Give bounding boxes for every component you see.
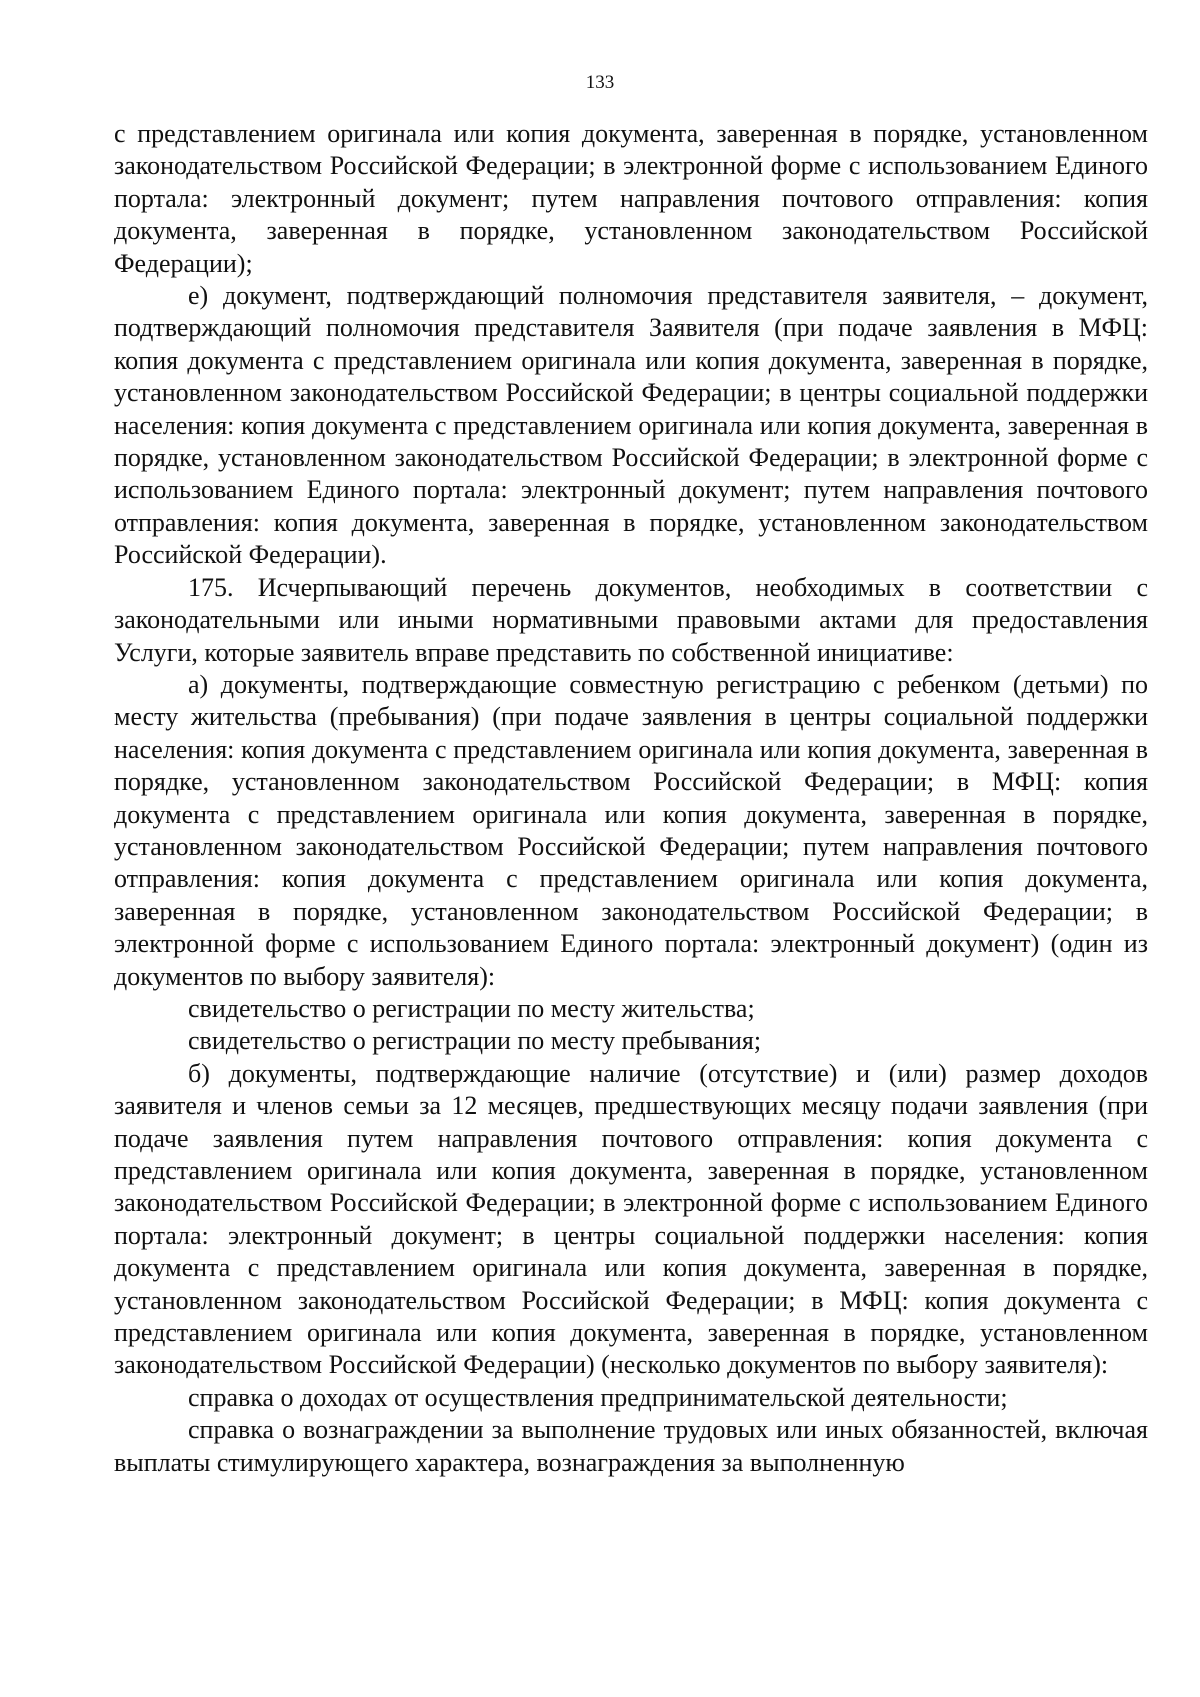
paragraph-continuation: с представлением оригинала или копия документа, заверенная в порядке, установленном законодательством Российской Федерации; в электронной форме с использованием Единого портала: электронный документ; путем направления почтового отправления: копия документа, заверенная в порядке, установленном законодательством Российской Федерации); [114,119,1148,278]
document-body [114,118,1148,1479]
paragraph-item-a: а) документы, подтверждающие совместную регистрацию с ребенком (детьми) по месту жительства (пребывания) (при подаче заявления в центры социальной поддержки населения: копия документа с представлением оригинала или копия документа, заверенная в порядке, установленном законодательством Российской Федерации; в МФЦ: копия документа с представлением оригинала или копия документа, заверенная в порядке, установленном законодательством Российской Федерации; путем направления почтового отправления: копия документа с представлением оригинала или копия документа, заверенная в порядке, установленном законодательством Российской Федерации; в электронной форме с использованием Единого портала: электронный документ) (один из документов по выбору заявителя): [114,669,1148,991]
list-item-business-income: справка о доходах от осуществления предпринимательской деятельности; [188,1382,1008,1412]
paragraph-item-e: е) документ, подтверждающий полномочия представителя заявителя, – документ, подтверждающий полномочия представителя Заявителя (при подаче заявления в МФЦ: копия документа с представлением оригинала или копия документа, заверенная в порядке, установленном законодательством Российской Федерации; в центры социальной поддержки населения: копия документа с представлением оригинала или копия документа, заверенная в порядке, установленном законодательством Российской Федерации; в электронной форме с использованием Единого портала: электронный документ; путем направления почтового отправления: копия документа, заверенная в порядке, установленном законодательством Российской Федерации). [114,281,1148,570]
list-item-registration-stay: свидетельство о регистрации по месту пребывания; [188,1026,762,1056]
paragraph-175: 175. Исчерпывающий перечень документов, необходимых в соответствии с законодательными или иными нормативными правовыми актами для предоставления Услуги, которые заявитель вправе представить по собственной инициативе: [114,572,1148,667]
list-item-labor-remuneration: справка о вознаграждении за выполнение трудовых или иных обязанностей, включая выплаты стимулирующего характера, вознаграждения за выполненную [114,1415,1148,1477]
paragraph-item-b: б) документы, подтверждающие наличие (отсутствие) и (или) размер доходов заявителя и членов семьи за 12 месяцев, предшествующих месяцу подачи заявления (при подаче заявления путем направления почтового отправления: копия документа с представлением оригинала или копия документа, заверенная в порядке, установленном законодательством Российской Федерации; в электронной форме с использованием Единого портала: электронный документ; в центры социальной поддержки населения: копия документа с представлением оригинала или копия документа, заверенная в порядке, установленном законодательством Российской Федерации; в МФЦ: копия документа с представлением оригинала или копия документа, заверенная в порядке, установленном законодательством Российской Федерации) (несколько документов по выбору заявителя): [114,1058,1148,1380]
list-item-registration-residence: свидетельство о регистрации по месту жительства; [188,993,755,1023]
page-number: 133 [585,72,615,93]
